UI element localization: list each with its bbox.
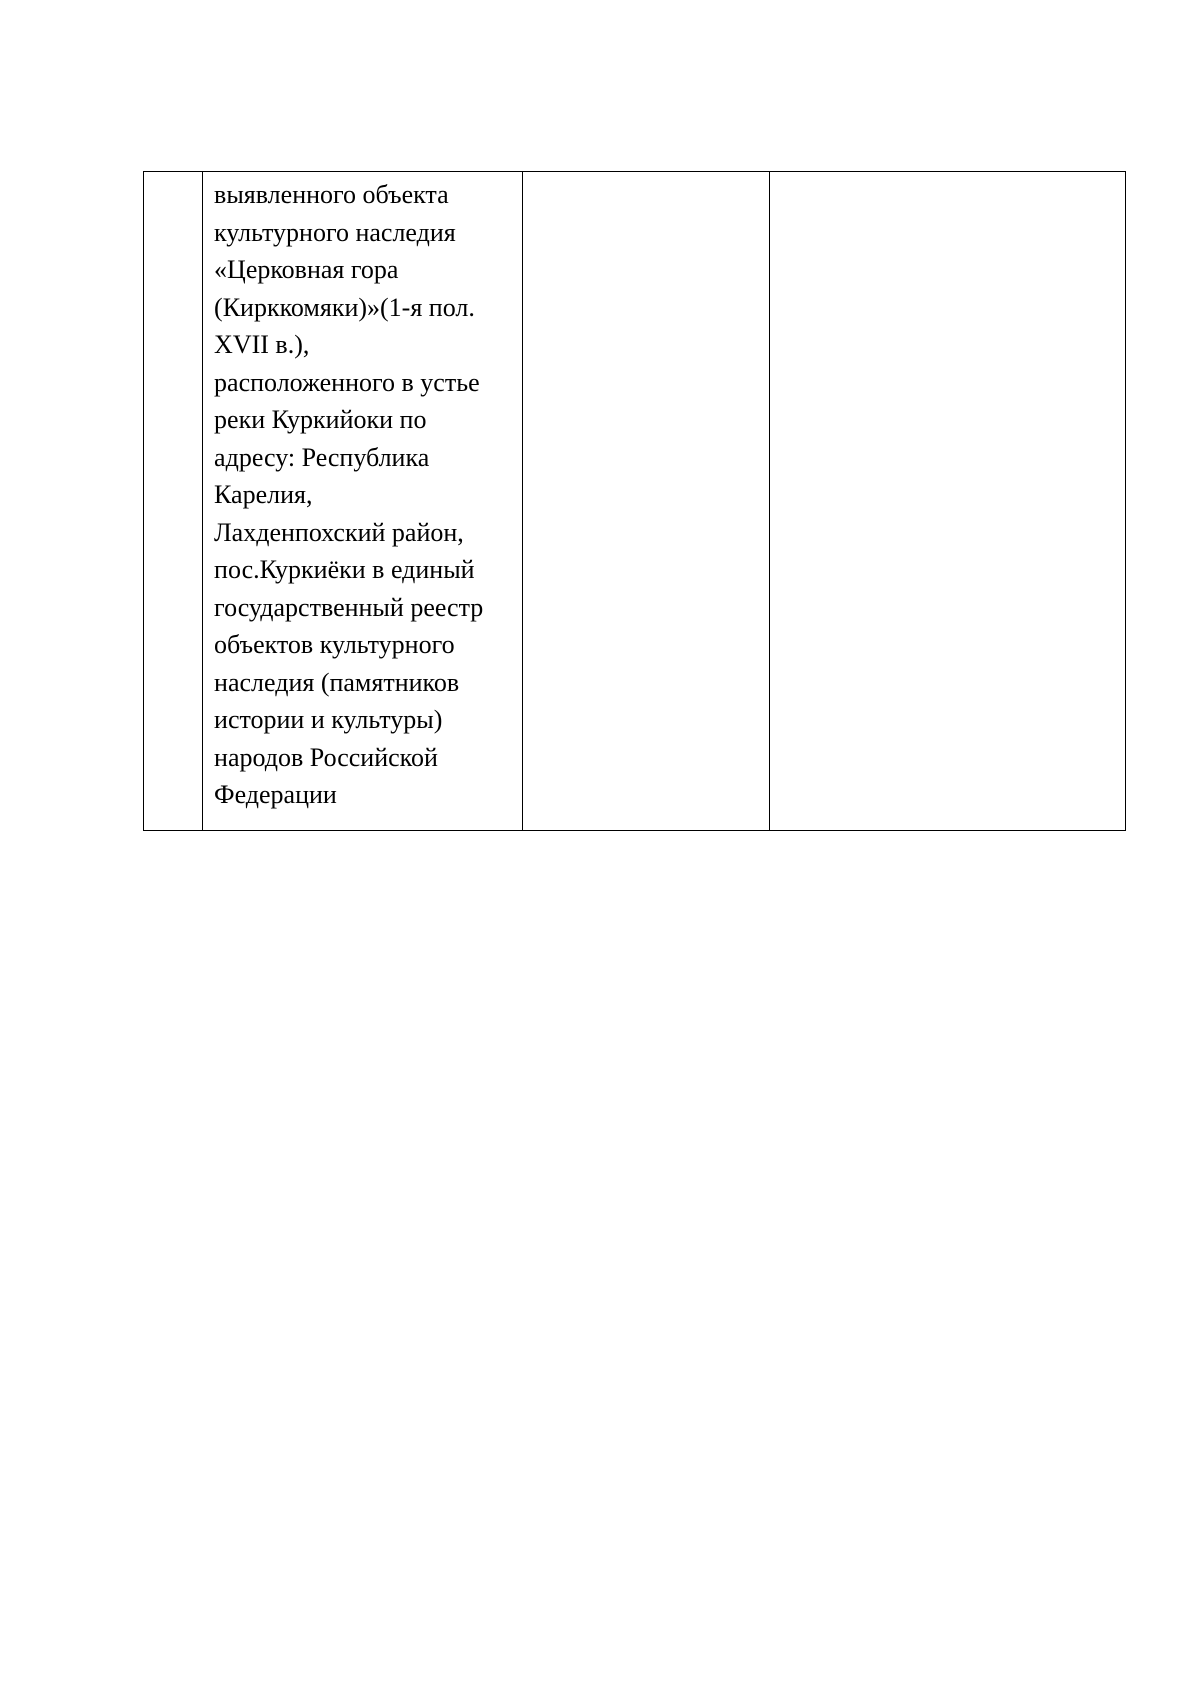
description-line: «Церковная гора xyxy=(214,255,399,284)
description-text xyxy=(203,172,522,814)
description-line: культурного наследия xyxy=(214,217,456,247)
description-line: Лахденпохский район, xyxy=(214,517,464,547)
document-table xyxy=(143,171,1126,831)
column-3-cell xyxy=(523,172,769,831)
description-line: истории и культуры) xyxy=(214,705,443,734)
description-line: адресу: Республика xyxy=(214,442,430,472)
description-line: (Кирккомяки)»(1-я пол. xyxy=(214,292,475,322)
column-4-cell xyxy=(769,172,1125,831)
description-line: Федерации xyxy=(214,780,337,809)
row-number-cell xyxy=(144,172,203,831)
description-line: пос.Куркиёки в единый xyxy=(214,555,475,584)
description-cell xyxy=(203,172,523,831)
table-row xyxy=(144,172,1126,831)
description-line: реки Куркийоки по xyxy=(214,405,427,434)
description-line: выявленного объекта xyxy=(214,180,449,209)
description-line: государственный реестр xyxy=(214,592,484,622)
description-line: объектов культурного xyxy=(214,630,455,659)
description-line: Карелия, xyxy=(214,480,313,509)
description-line: наследия (памятников xyxy=(214,667,460,697)
description-line: народов Российской xyxy=(214,742,438,772)
description-line: расположенного в устье xyxy=(214,367,480,397)
description-line: XVII в.), xyxy=(214,330,310,359)
